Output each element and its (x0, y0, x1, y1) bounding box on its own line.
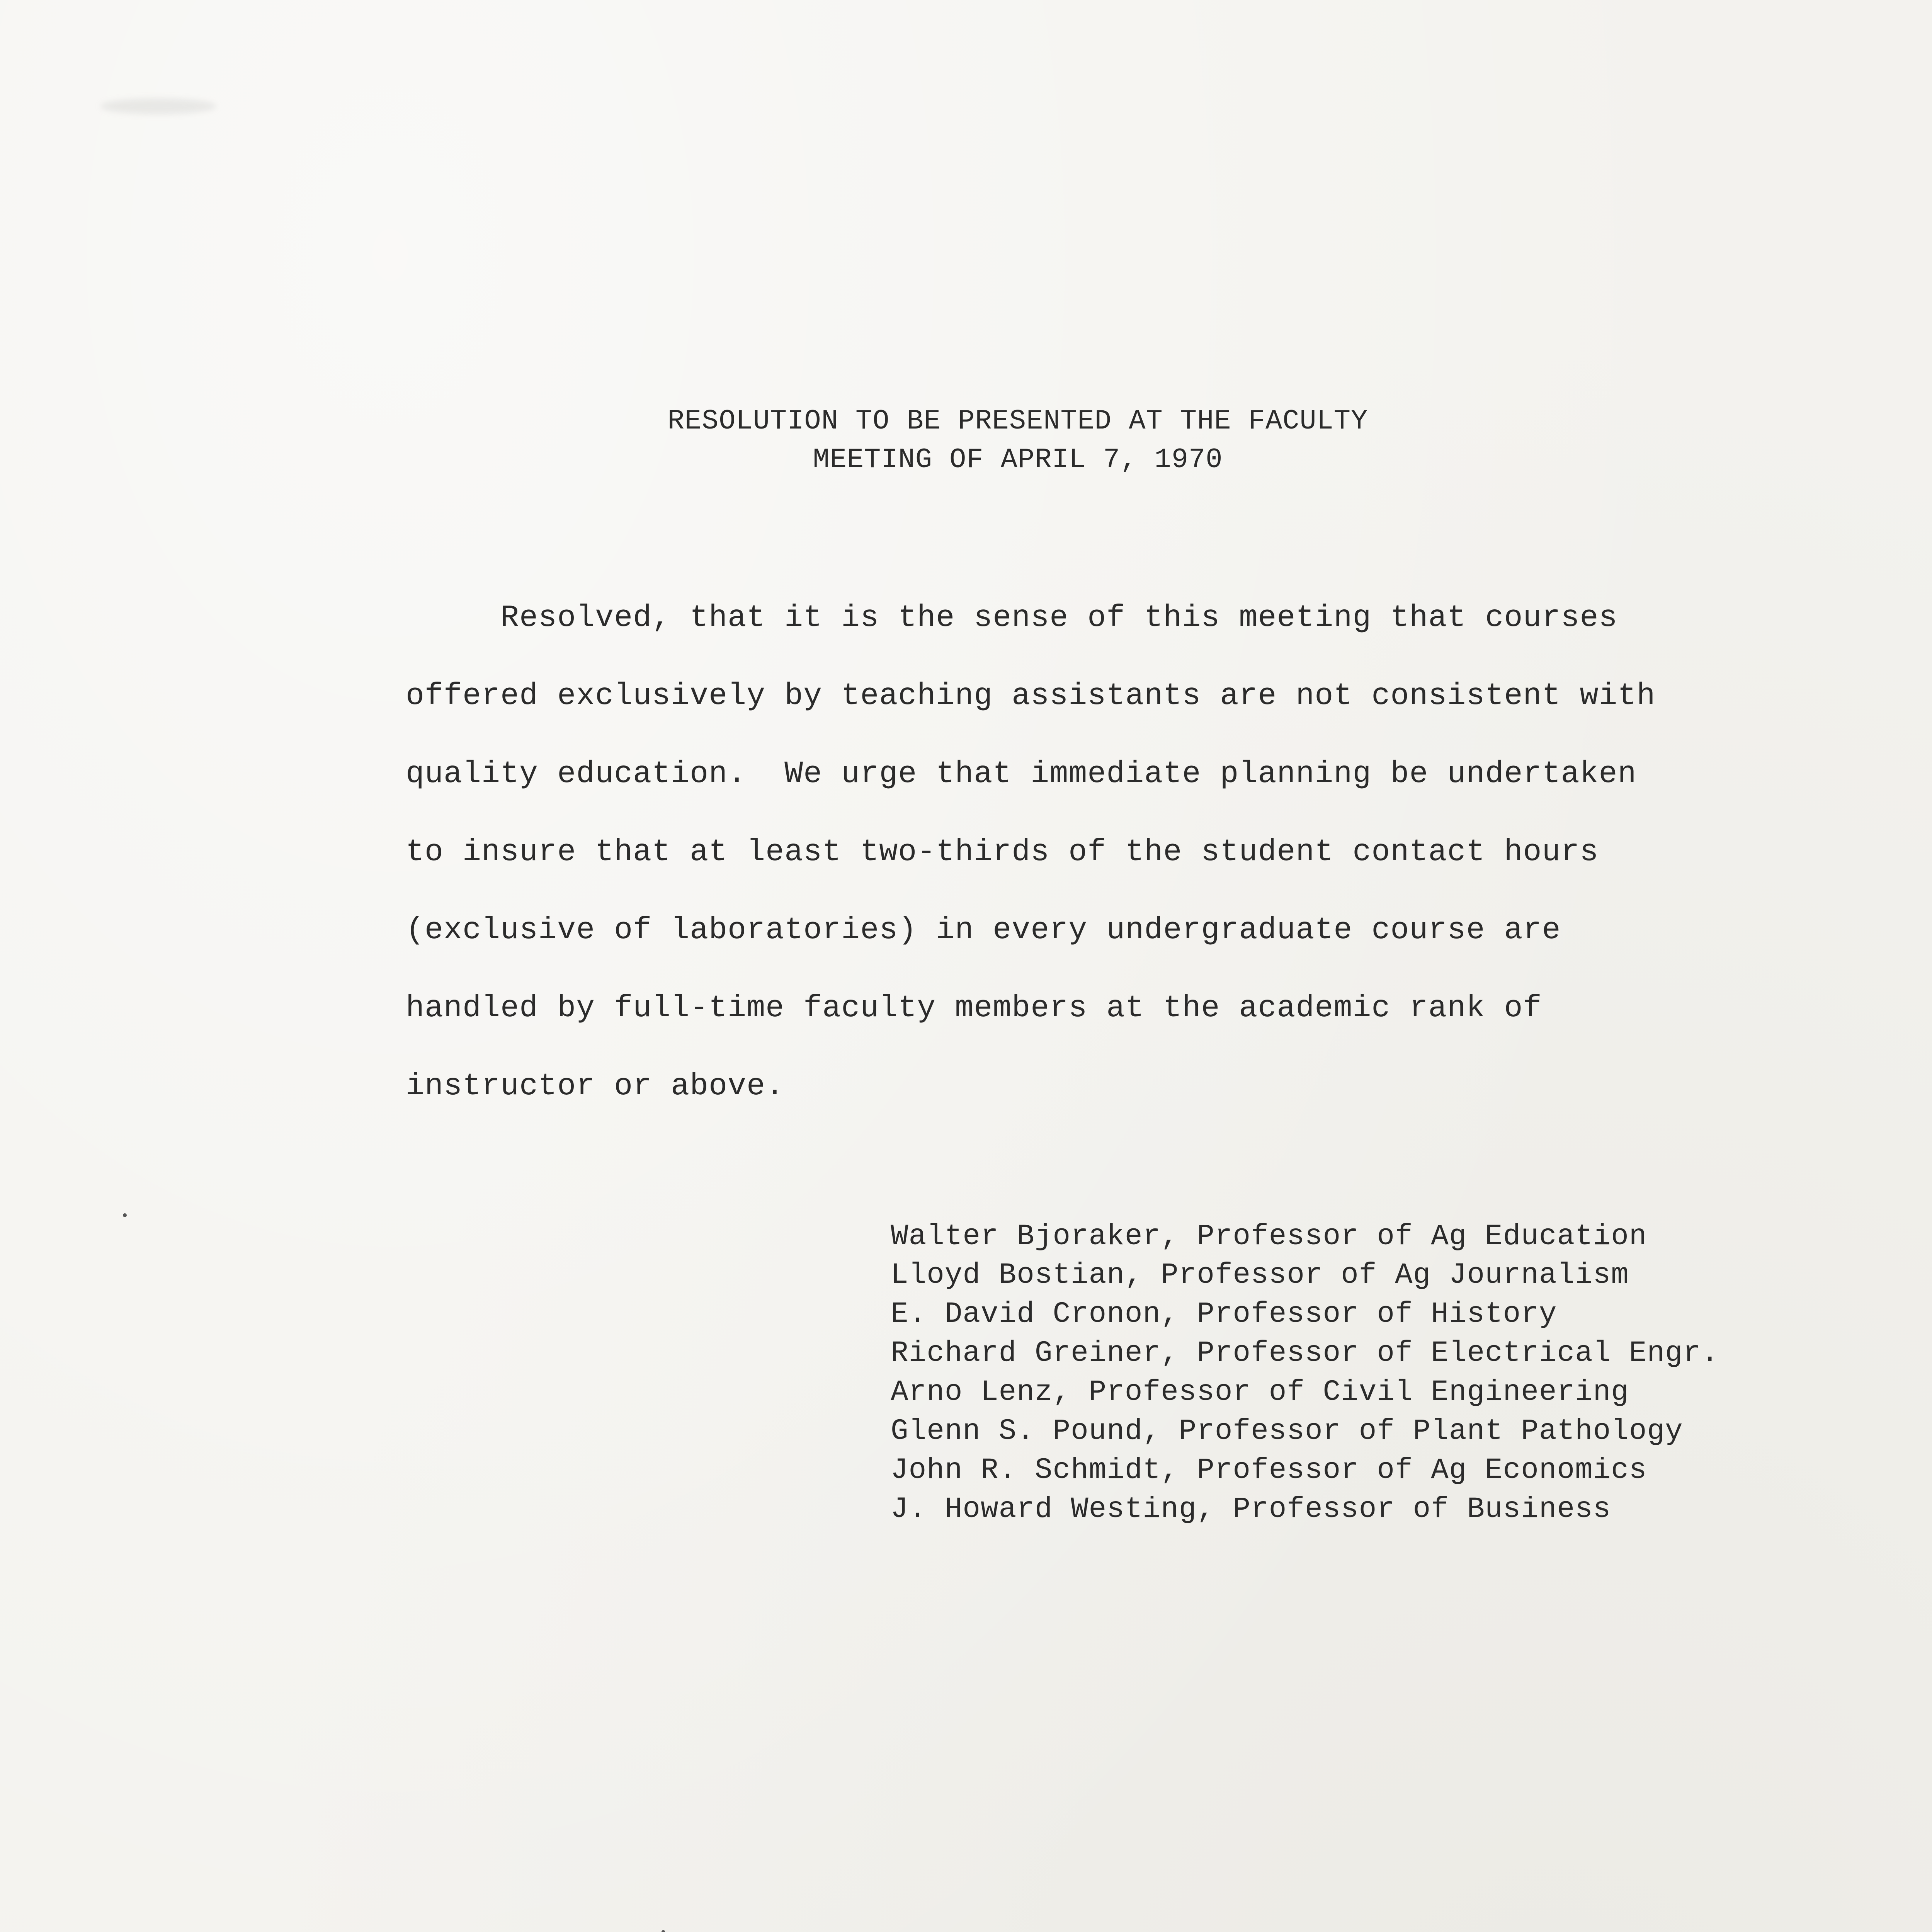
signatory-line: Glenn S. Pound, Professor of Plant Pathology (891, 1415, 1683, 1448)
signatory-line: Arno Lenz, Professor of Civil Engineering (891, 1376, 1629, 1409)
signatory-line: Richard Greiner, Professor of Electrical Engr. (891, 1337, 1719, 1370)
document-title-line-1: RESOLUTION TO BE PRESENTED AT THE FACULTY (667, 405, 1368, 437)
body-line: instructor or above. (406, 1069, 785, 1104)
signatory-line: E. David Cronon, Professor of History (891, 1298, 1557, 1331)
signatory-line: John R. Schmidt, Professor of Ag Economics (891, 1454, 1647, 1487)
document-title-line-2: MEETING OF APRIL 7, 1970 (813, 444, 1223, 476)
paper-speck (123, 1213, 127, 1217)
body-line: to insure that at least two-thirds of the student contact hours (406, 835, 1599, 870)
signatory-line: J. Howard Westing, Professor of Business (891, 1493, 1611, 1526)
body-line: quality education. We urge that immediate planning be undertaken (406, 757, 1637, 792)
body-line: (exclusive of laboratories) in every undergraduate course are (406, 913, 1561, 948)
signatory-line: Walter Bjoraker, Professor of Ag Education (891, 1220, 1647, 1253)
body-line: offered exclusively by teaching assistants are not consistent with (406, 679, 1656, 714)
paper-smudge (100, 99, 216, 114)
signatory-line: Lloyd Bostian, Professor of Ag Journalism (891, 1259, 1629, 1292)
paper-speck (662, 1930, 665, 1932)
body-line: handled by full-time faculty members at the academic rank of (406, 991, 1542, 1026)
body-line: Resolved, that it is the sense of this meeting that courses (406, 600, 1618, 636)
